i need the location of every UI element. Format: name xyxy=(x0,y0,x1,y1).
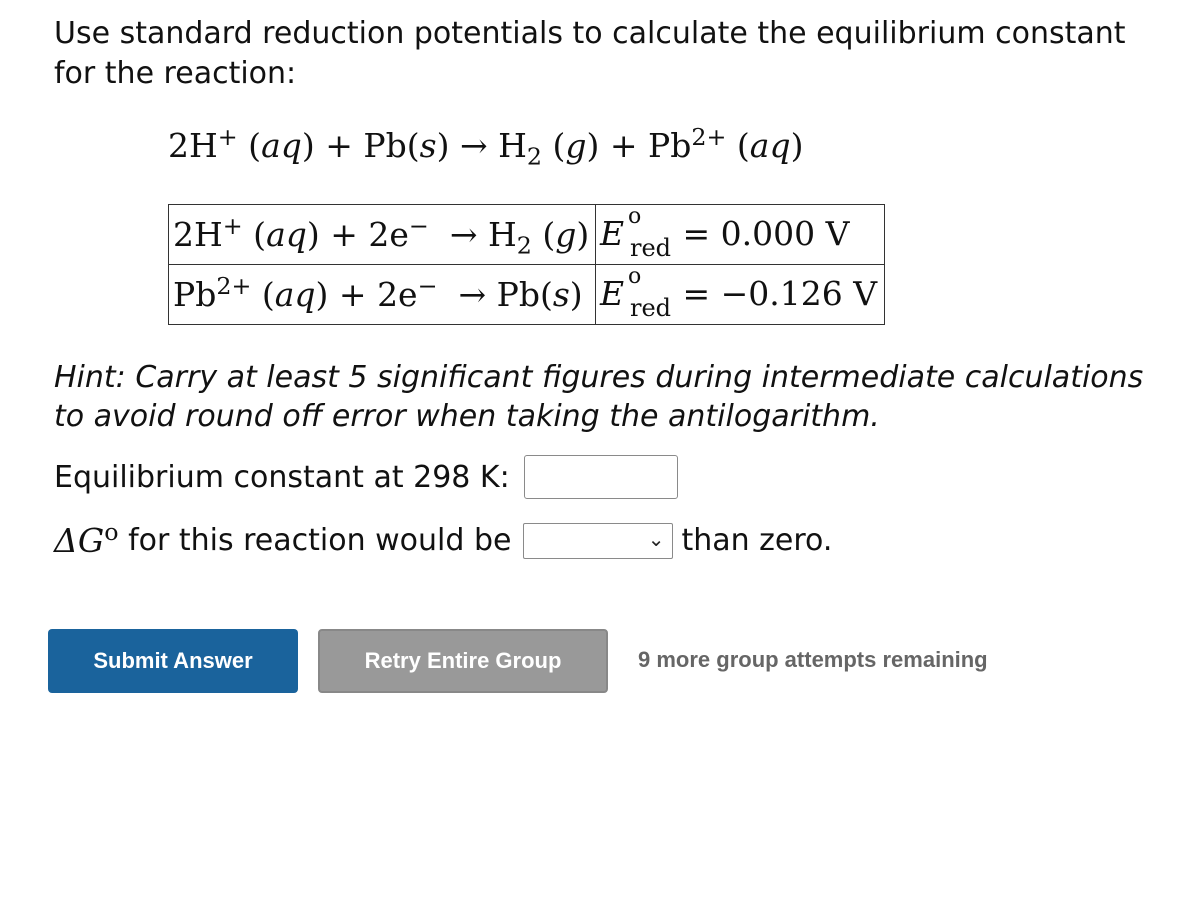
product: Pb xyxy=(496,275,540,314)
equilibrium-constant-row xyxy=(54,455,678,499)
attempts-remaining-text: 9 more group attempts remaining xyxy=(638,647,988,672)
reactant-pb: Pb xyxy=(363,126,407,165)
half-reaction-cell: $Pb^{2+}$ (aq) + 2e− → Pb(s) xyxy=(169,265,596,325)
arrow: → xyxy=(449,215,478,254)
electron-charge: − xyxy=(417,272,438,300)
e-red-symbol xyxy=(600,263,672,322)
submit-answer-button[interactable]: Submit Answer xyxy=(48,629,298,693)
hint-text: Hint: Carry at least 5 significant figures during intermediate calculations to avoid round off error when taking the antilogarithm. xyxy=(54,360,1144,434)
half-reactions-table xyxy=(168,204,885,325)
phase-g: g xyxy=(565,126,587,165)
delta-g-label: for this reaction would be xyxy=(128,523,512,558)
phase-aq-2: aq xyxy=(749,126,791,165)
electrons: 2e xyxy=(368,215,409,254)
product-sub: 2 xyxy=(516,231,532,260)
e-sup: o xyxy=(628,203,642,229)
comparison-select[interactable] xyxy=(523,523,673,559)
phase: aq xyxy=(274,275,316,314)
potential-value: 0.000 V xyxy=(720,213,850,253)
e-red-symbol xyxy=(600,203,672,262)
table-row xyxy=(169,205,885,265)
reaction-arrow: → xyxy=(459,126,488,165)
e-sub: red xyxy=(630,293,672,322)
phase-aq: aq xyxy=(261,126,302,165)
arrow: → xyxy=(458,275,487,314)
question-text: Use standard reduction potentials to calculate the equilibrium constant for the reaction: xyxy=(54,16,1126,91)
species: Pb xyxy=(173,275,217,314)
phase-s: s xyxy=(419,126,437,165)
product-phase: s xyxy=(552,275,570,314)
table-row xyxy=(169,265,885,325)
phase: aq xyxy=(266,215,307,254)
e-sup: o xyxy=(628,263,642,289)
reactant-h-charge: + xyxy=(217,123,238,151)
plus-sign-2: + xyxy=(609,126,638,165)
product-h2-sub: 2 xyxy=(526,142,542,171)
chevron-down-icon: ⌄ xyxy=(647,526,665,551)
delta-g-suffix: than zero. xyxy=(681,523,833,558)
species: 2H xyxy=(173,215,223,254)
overall-reaction: 2H+ $(aq) + Pb(s) \to H_2$ $(g) + Pb^{2+}$ (aq) xyxy=(168,123,804,171)
e-sub: red xyxy=(630,233,672,262)
e-symbol: E xyxy=(600,273,625,313)
equilibrium-constant-label: Equilibrium constant at 298 K: xyxy=(54,459,510,495)
potential-cell xyxy=(596,205,885,265)
species-charge: 2+ xyxy=(216,272,252,300)
delta-g-row xyxy=(54,518,833,560)
delta-g-letters: ΔG xyxy=(54,521,105,560)
retry-group-button[interactable]: Retry Entire Group xyxy=(318,629,608,693)
plus-sign: + xyxy=(325,126,353,165)
reactant-h: 2H xyxy=(168,126,218,165)
product-pb2-charge: 2+ xyxy=(691,123,727,151)
product: H xyxy=(487,215,517,254)
e-symbol: E xyxy=(600,213,625,253)
delta-g-sup: o xyxy=(104,518,119,546)
species-charge: + xyxy=(222,212,243,240)
product-phase: g xyxy=(555,215,577,254)
half-reaction-cell: 2H+ $(aq) + 2e^- \to H_2$ (g) xyxy=(169,205,596,265)
equals-sign: = xyxy=(682,213,711,253)
delta-g-symbol xyxy=(54,518,119,560)
potential-cell xyxy=(596,265,885,325)
electron-charge: − xyxy=(408,212,429,240)
electrons: 2e xyxy=(377,275,418,314)
equals-sign: = xyxy=(682,273,711,313)
product-h2: H xyxy=(498,126,527,165)
product-pb2: Pb xyxy=(648,126,692,165)
potential-value: −0.126 V xyxy=(720,273,878,313)
equilibrium-constant-input[interactable] xyxy=(524,455,678,499)
